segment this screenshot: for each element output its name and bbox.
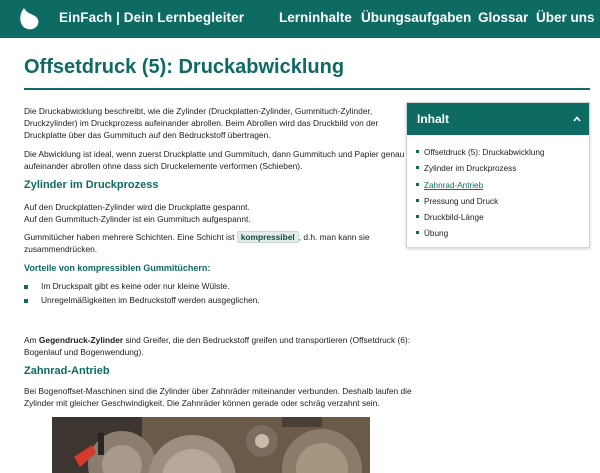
gegendruck-prefix: Am — [24, 335, 37, 345]
layers-text-after: , d.h. man kann sie — [298, 232, 370, 242]
nav-link-lerninhalte[interactable]: Lerninhalte — [279, 10, 352, 25]
leaf-logo-icon[interactable] — [18, 7, 40, 31]
bullet-item: Im Druckspalt gibt es keine oder nur kleine Wülste. — [41, 281, 230, 291]
ideal-line-2: aufeinander abrollen ohne dass sich Druckelemente verformen (Schieben). — [24, 161, 303, 171]
gegendruck-line-2: Bogenlauf und Bogenwendung). — [24, 347, 144, 357]
section-heading-zahnrad: Zahnrad-Antrieb — [24, 365, 110, 377]
table-of-contents — [406, 102, 590, 248]
toc-title: Inhalt — [417, 112, 449, 126]
layers-paragraph — [24, 231, 370, 243]
page-title: Offsetdruck (5): Druckabwicklung — [24, 56, 345, 78]
toc-item-druckabwicklung[interactable]: Offsetdruck (5): Druckabwicklung — [416, 148, 544, 157]
site-brand-link[interactable]: EinFach | Dein Lernbegleiter — [59, 10, 245, 25]
intro-line-1: Die Druckabwicklung beschreibt, wie die Zylinder (Druckplatten-Zylinder, Gummituch-Zylinder, — [24, 106, 373, 116]
zahnrad-line-2: Zylinder mit gleicher Geschwindigkeit. Die Zahnräder können gerade oder schräg verzahnt sein. — [24, 398, 380, 408]
subheading-vorteile: Vorteile von kompressiblen Gummitüchern: — [24, 263, 211, 273]
chevron-up-icon[interactable] — [573, 115, 581, 123]
bullet-item: Unregelmäßigkeiten im Bedruckstoff werden ausgeglichen. — [41, 295, 260, 305]
gegendruck-rest: sind Greifer, die den Bedruckstoff greifen und transportieren (Offsetdruck (6): — [125, 335, 411, 345]
bullet-marker — [24, 299, 28, 303]
ideal-line-1: Die Abwicklung ist ideal, wenn zuerst Druckplatte und Gummituch, dann Gummituch und Papier genau — [24, 149, 405, 159]
gear-drive-photo — [52, 417, 370, 473]
gegendruck-paragraph — [24, 334, 410, 346]
toc-header[interactable] — [407, 103, 589, 135]
gegendruck-term: Gegendruck-Zylinder — [38, 335, 124, 345]
toc-item-uebung[interactable]: Übung — [416, 229, 448, 238]
nav-link-glossar[interactable]: Glossar — [478, 10, 529, 25]
toc-item-pressung[interactable]: Pressung und Druck — [416, 197, 498, 206]
zylinder-line-1: Auf den Druckplatten-Zylinder wird die Druckplatte gespannt. — [24, 202, 250, 212]
top-navigation-bar — [0, 0, 600, 38]
nav-link-ueber-uns[interactable]: Über uns — [536, 10, 595, 25]
title-divider — [24, 88, 590, 90]
glossary-term-kompressibel[interactable]: kompressibel — [237, 231, 299, 243]
toc-item-zylinder[interactable]: Zylinder im Druckprozess — [416, 164, 516, 173]
zahnrad-line-1: Bei Bogenoffset-Maschinen sind die Zylinder über Zahnräder miteinander verbunden. Deshalb laufen die — [24, 386, 412, 396]
nav-link-uebungsaufgaben[interactable]: Übungsaufgaben — [361, 10, 472, 25]
layers-text-before: Gummitücher haben mehrere Schichten. Eine Schicht ist — [24, 232, 235, 242]
bullet-marker — [24, 285, 28, 289]
section-heading-zylinder: Zylinder im Druckprozess — [24, 179, 159, 191]
toc-item-zahnrad[interactable]: Zahnrad-Antrieb — [416, 181, 483, 190]
layers-line-2: zusammendrücken. — [24, 244, 98, 254]
zylinder-line-2: Auf den Gummituch-Zylinder ist ein Gummituch aufgespannt. — [24, 214, 251, 224]
intro-line-3: Druckplatte über das Gummituch auf den Bedruckstoff übertragen. — [24, 130, 271, 140]
toc-item-druckbild-laenge[interactable]: Druckbild-Länge — [416, 213, 484, 222]
gear-photo-image — [52, 417, 370, 473]
intro-line-2: Druckzylinder) im Druckprozess aufeinander abrollen. Beim Abrollen wird das Druckbild von der — [24, 118, 379, 128]
